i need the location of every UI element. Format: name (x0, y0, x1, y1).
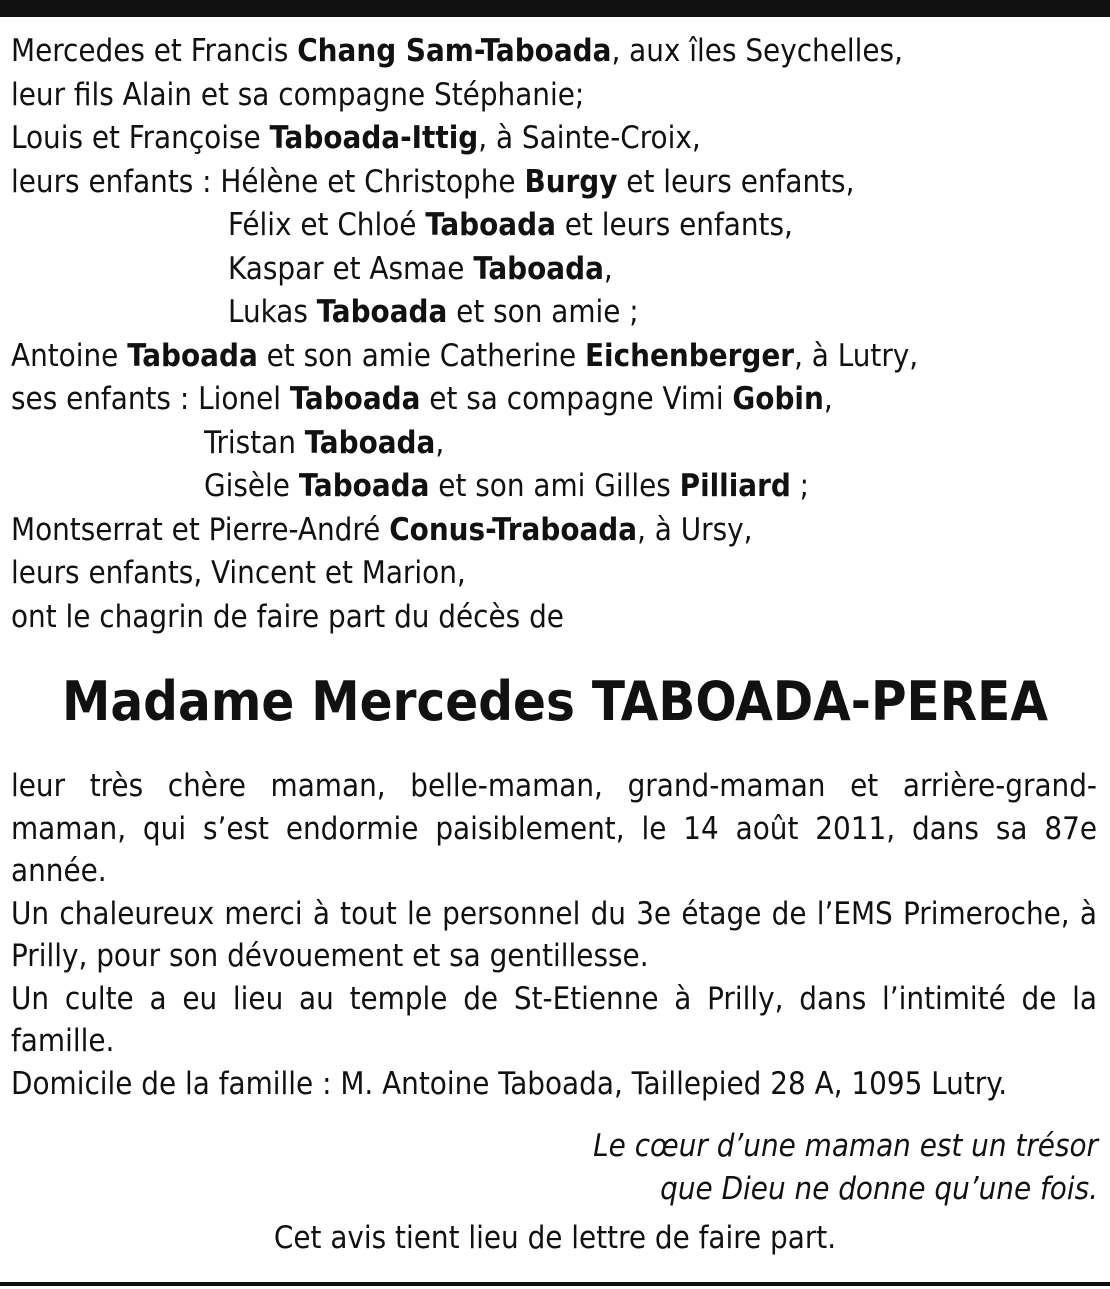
text: et leurs enfants, (617, 163, 855, 200)
family-line (11, 335, 1101, 379)
notice-paragraph: Un culte a eu lieu au temple de St-Etienne à Prilly, dans l’intimité de la famille. (11, 980, 1097, 1059)
text: Tristan (204, 424, 305, 461)
text: Antoine (11, 337, 128, 374)
text: , à Lutry, (794, 337, 919, 374)
text: et son amie Catherine (257, 337, 585, 374)
notice-body (11, 765, 1097, 1105)
family-surname: Eichenberger (585, 337, 795, 374)
text: Montserrat et Pierre-André (11, 511, 390, 548)
family-line (11, 248, 1101, 292)
family-surname: Conus-Traboada (389, 511, 638, 548)
family-surname: Taboada (304, 424, 436, 461)
family-line (11, 291, 1101, 335)
text: leurs enfants : Hélène et Christophe (11, 163, 525, 200)
text: , (823, 381, 833, 417)
quote-line: Le cœur d’une maman est un trésor (593, 1128, 1098, 1164)
text: Gisèle (204, 468, 299, 504)
notice-paragraph: leur très chère maman, belle-maman, grand-maman et arrière-grand-maman, qui s’est endormie paisiblement, le 14 août 2011, dans sa 87e année. (11, 768, 1097, 889)
family-line (11, 30, 1101, 74)
text: , à Sainte-Croix, (478, 120, 701, 156)
family-line (11, 117, 1101, 161)
family-surname: Taboada (316, 294, 448, 330)
text: Kaspar et Asmae (228, 250, 474, 287)
family-line (11, 161, 1101, 205)
footer-note: Cet avis tient lieu de lettre de faire part. (273, 1220, 837, 1256)
text: , à Ursy, (637, 511, 753, 548)
family-surname: Taboada (298, 468, 430, 504)
text: Louis et Françoise (11, 120, 270, 156)
family-surname: Gobin (732, 381, 824, 417)
family-surname: Chang Sam-Taboada (297, 33, 612, 69)
bottom-rule (0, 1282, 1110, 1286)
text: et son amie ; (447, 294, 639, 330)
family-line: ont le chagrin de faire part du décès de (11, 598, 564, 635)
family-surname: Taboada (289, 381, 421, 417)
text: et leurs enfants, (555, 207, 793, 243)
family-line (11, 378, 1101, 422)
family-line (11, 204, 1101, 248)
family-surname: Burgy (524, 163, 618, 200)
text: et sa compagne Vimi (420, 381, 733, 417)
family-line (11, 422, 1101, 466)
family-line: leurs enfants, Vincent et Marion, (11, 555, 466, 591)
text: Félix et Chloé (228, 207, 426, 243)
family-line (11, 509, 1101, 553)
text: Mercedes et Francis (11, 33, 298, 69)
text: Lukas (228, 294, 317, 330)
text: et son ami Gilles (429, 468, 680, 504)
notice-paragraph: Un chaleureux merci à tout le personnel du 3e étage de l’EMS Primeroche, à Prilly, pour son dévouement et sa gentillesse. (11, 895, 1097, 974)
text: , (603, 250, 613, 287)
family-surname: Taboada (425, 207, 556, 243)
quote-line: que Dieu ne donne qu’une fois. (660, 1170, 1098, 1207)
family-line (11, 465, 1101, 509)
family-surname: Pilliard (679, 468, 791, 504)
family-surname: Taboada-Ittig (269, 120, 479, 156)
family-list (11, 30, 1101, 639)
family-surname: Taboada (473, 250, 604, 287)
family-line: leur fils Alain et sa compagne Stéphanie; (11, 76, 585, 113)
top-rule (0, 0, 1110, 17)
notice-paragraph: Domicile de la famille : M. Antoine Taboada, Taillepied 28 A, 1095 Lutry. (11, 1065, 1008, 1102)
family-surname: Taboada (127, 337, 258, 374)
text: , (435, 424, 445, 461)
deceased-name: Madame Mercedes TABOADA-PEREA (62, 670, 1048, 733)
quote (593, 1125, 1098, 1210)
text: ; (790, 468, 810, 504)
text: , aux îles Seychelles, (611, 33, 903, 69)
text: ses enfants : Lionel (11, 381, 290, 417)
